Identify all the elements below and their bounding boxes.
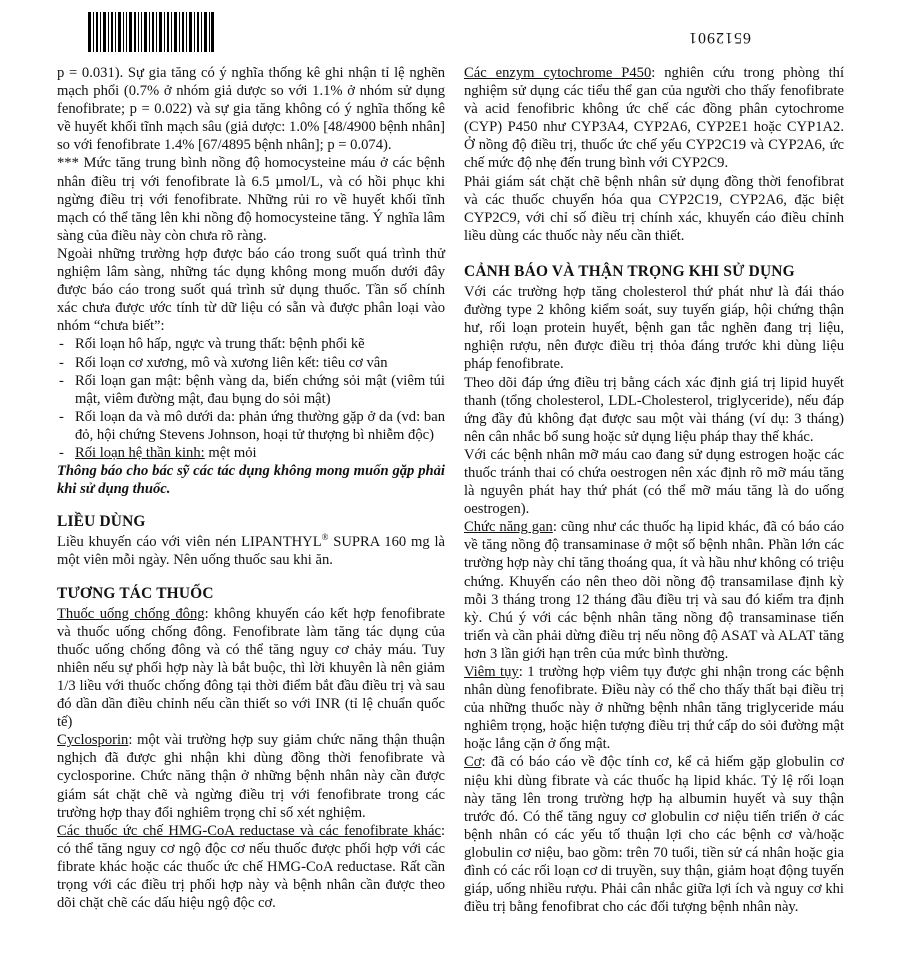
left-column — [57, 64, 445, 912]
liver-function-text: : cũng như các thuốc hạ lipid khác, đã có báo cáo về tăng nồng độ transaminase ở một số bệnh nhân. Phần lớn các trường hợp này chỉ tăng thoáng qua, ít và hầu như không có triệu chứng. Khuyến cáo nên theo dõi nồng độ transamilase định kỳ mỗi 3 tháng trong 12 tháng đầu điều trị và sau đó kiểm tra định kỳ. Chú ý với các bệnh nhân tăng nồng độ transaminase tiến triển và cần phải dừng điều trị nếu nồng độ ASAT và ALAT tăng hơn 3 lần giới hạn trên của mức bình thường. — [464, 519, 845, 662]
paragraph-monitoring: Phải giám sát chặt chẽ bệnh nhân sử dụng đồng thời fenofibrat và các thuốc chuyển hóa qua CYP2C19, CYP2A6, đặc biệt CYP2C9, với chỉ số điều trị chính xác, khuyến cáo điều chỉnh liều dùng các thuốc này nếu cần thiết. — [464, 173, 844, 244]
hmg-coa-text: : có thể tăng nguy cơ ngộ độc cơ nếu thuốc được phối hợp với các fibrate khác hoặc các thuốc ức chế HMG-CoA reductase. Rất cần trọng với các điều trị phối hợp này và bệnh nhân cần được theo dõi chặt chẽ các dấu hiệu ngộ độc cơ. — [57, 822, 445, 912]
list-item: - Rối loạn hô hấp, ngực và trung thất: bệnh phổi kẽ — [57, 335, 445, 353]
adverse-effects-list — [57, 335, 445, 462]
muscle-label: Cơ — [464, 754, 482, 771]
paragraph-dosage — [57, 533, 445, 569]
paragraph-cytochrome — [464, 64, 844, 173]
paragraph-secondary-cholesterol: Với các trường hợp tăng cholesterol thứ phát như là đái tháo đường type 2 không kiểm soát, suy tuyến giáp, hội chứng thận hư, rối loạn protein huyết, bệnh gan tắc nghẽn đang trị liệu, nghiện rượu, nên được điều trị thỏa đáng trước khi dùng liệu pháp fenofibrate. — [464, 284, 844, 373]
heading-dosage: LIỀU DÙNG — [57, 513, 146, 531]
cytochrome-text: : nghiên cứu trong phòng thí nghiệm sử dụng các tiểu thể gan của người cho thấy fenofibrate và acid fenofibric không ức chế các đồng phân cytochrome (CYP) P450 như CYP3A4, CYP2A6, CYP2E1 hoặc CYP1A2. Ở nồng độ điều trị, thuốc ức chế yếu CYP2C19 và CYP2A6, ức chế mức độ nhẹ đến trung bình với CYP2C9. — [464, 65, 844, 172]
paragraph-postmarketing: Ngoài những trường hợp được báo cáo trong suốt quá trình thử nghiệm lâm sàng, những tác dụng không mong muốn dưới đây được báo cáo trong suốt quá trình sử dụng thuốc. Tần số chính xác chưa được ước tính từ dữ liệu có sẵn và được phân loại vào nhóm “chưa biết”: — [57, 245, 445, 335]
list-item: - Rối loạn cơ xương, mô và xương liên kết: tiêu cơ vân — [57, 354, 445, 372]
registered-mark: ® — [321, 532, 329, 543]
pancreatitis-label: Viêm tụy — [464, 664, 519, 680]
paragraph-cyclosporin — [57, 731, 445, 821]
paragraph-homocysteine: *** Mức tăng trung bình nồng độ homocysteine máu ở các bệnh nhân điều trị với fenofibrate là 6.5 µmol/L, và có hồi phục khi ngừng điều trị với fenofibrate. Những rủi ro về huyết khối tĩnh mạch có thể tăng lên khi nồng độ homocysteine tăng. Ý nghĩa lâm sàng của điều này còn chưa rõ ràng. — [57, 155, 445, 244]
liver-function-label: Chức năng gan — [464, 519, 553, 536]
list-item-label: Rối loạn hệ thần kinh: — [75, 444, 205, 461]
muscle-text: : đã có báo cáo về độc tính cơ, kể cả hiếm gặp globulin cơ niệu khi dùng fibrate và các thuốc hạ lipid khác. Tỷ lệ rối loạn này tăng lên trong trường hợp hạ albumin huyết và suy thận trước đó. Có thể tăng nguy cơ globulin cơ niệu tiến triển ở các bệnh nhân có các yếu tố thuận lợi cho các bệnh cơ và/hoặc globulin cơ niệu, bao gồm: trên 70 tuổi, tiền sử cá nhân hoặc gia đình có các rối loạn cơ di truyền, suy thận, giảm hoạt động tuyến giáp, uống nhiều rượu. Phải cân nhắc giữa lợi ích và nguy cơ khi điều trị bằng fenofibrat cho các đối tượng bệnh nhân này. — [464, 754, 844, 916]
anticoagulant-text: : không khuyến cáo kết hợp fenofibrate và thuốc uống chống đông. Fenofibrate làm tăng tác dụng của thuốc uống chống đông và có thể tăng nguy cơ chảy máu. Tuy nhiên nếu sự phối hợp này là bắt buộc, thì lời khuyên là nên giảm 1/3 liều với thuốc chống đông tại thời điểm bắt đầu điều trị và sau đó dần dần điều chỉnh nếu cần thiết so với INR (tỉ lệ chuẩn quốc tế) — [57, 605, 445, 731]
notice-text: Thông báo cho bác sỹ các tác dụng không mong muốn gặp phải khi sử dụng thuốc. — [57, 463, 445, 498]
pancreatitis-text: : 1 trường hợp viêm tụy được ghi nhận trong các bệnh nhân dùng fenofibrate. Điều này có thể cho thấy thất bại điều trị của những thuốc này ở những bệnh nhân tăng triglyceride máu nghiêm trọng, hoặc hiện tượng điều trị thứ cấp do sỏi đường mật hoặc lắng cặn ở ống mật. — [464, 664, 844, 753]
heading-interactions: TƯƠNG TÁC THUỐC — [57, 584, 214, 602]
anticoagulant-label: Thuốc uống chống đông — [57, 605, 205, 622]
paragraph-lipid-monitoring: Theo dõi đáp ứng điều trị bằng cách xác định giá trị lipid huyết thanh (tổng cholesterol, LDL-Cholesterol, triglyceride), nếu đáp ứng đầy đủ không đạt được sau một vài tháng (ví dụ: 3 tháng) nên cân nhắc bổ sung hoặc sử dụng liệu pháp thay thế khác. — [464, 374, 844, 445]
cyclosporin-text: : một vài trường hợp suy giảm chức năng thận thuận nghịch đã được ghi nhận khi dùng đồng thời fenofibrate và cyclosporine. Chức năng thận ở những bệnh nhân này cần được giám sát chặt chẽ và ngừng điều trị với fenofibrate trong các trường hợp thay đổi nghiêm trọng chỉ số xét nghiệm. — [57, 732, 445, 821]
right-column — [464, 64, 844, 916]
heading-warnings: CẢNH BÁO VÀ THẬN TRỌNG KHI SỬ DỤNG — [464, 262, 795, 280]
paragraph-liver-function — [464, 518, 844, 663]
dosage-text-2: SUPRA 160 mg là một viên mỗi ngày. Nên uống thuốc sau khi ăn. — [57, 534, 445, 569]
cyclosporin-label: Cyclosporin — [57, 732, 129, 749]
cytochrome-label: Các enzym cytochrome P450 — [464, 65, 652, 81]
paragraph-muscle — [464, 753, 844, 916]
list-item: - Rối loạn da và mô dưới da: phản ứng thường gặp ở da (vd: ban đỏ, hội chứng Stevens Johnson, hoại tử thượng bì nhiễm độc) — [57, 408, 445, 444]
paragraph-hmg-coa — [57, 822, 445, 912]
list-item: - Rối loạn gan mật: bệnh vàng da, biến chứng sỏi mật (viêm túi mật, viêm đường mật, đau bụng do sỏi mật) — [57, 372, 445, 408]
paragraph-stats: p = 0.031). Sự gia tăng có ý nghĩa thống kê ghi nhận tỉ lệ nghẽn mạch phổi (0.7% ở nhóm giả dược so với 1.1% ở nhóm sử dụng fenofibrate; p = 0.022) và sự gia tăng không có ý nghĩa thống kê về huyết khối tĩnh mạch sâu (giả dược: 1.0% [48/4900 bệnh nhân] so với fenofibrate 1.4% [67/4895 bệnh nhân]; p = 0.074). — [57, 65, 445, 154]
paragraph-pancreatitis — [464, 663, 844, 753]
list-item-text: mệt mỏi — [204, 444, 257, 461]
dosage-text: Liều khuyến cáo với viên nén LIPANTHYL — [57, 534, 322, 551]
barcode — [88, 12, 214, 52]
paragraph-anticoagulant — [57, 605, 445, 732]
hmg-coa-label: Các thuốc ức chế HMG-CoA reductase và các fenofibrate khác — [57, 822, 441, 839]
list-item — [57, 444, 445, 462]
document-number: 6512901 — [688, 29, 751, 46]
paragraph-estrogen: Với các bệnh nhân mỡ máu cao đang sử dụng estrogen hoặc các thuốc tránh thai có chứa oestrogen nên xác định rõ mỡ máu tăng là nguyên phát hay thứ phát (có thể mỡ máu tăng là do uống oestrogen). — [464, 446, 844, 518]
